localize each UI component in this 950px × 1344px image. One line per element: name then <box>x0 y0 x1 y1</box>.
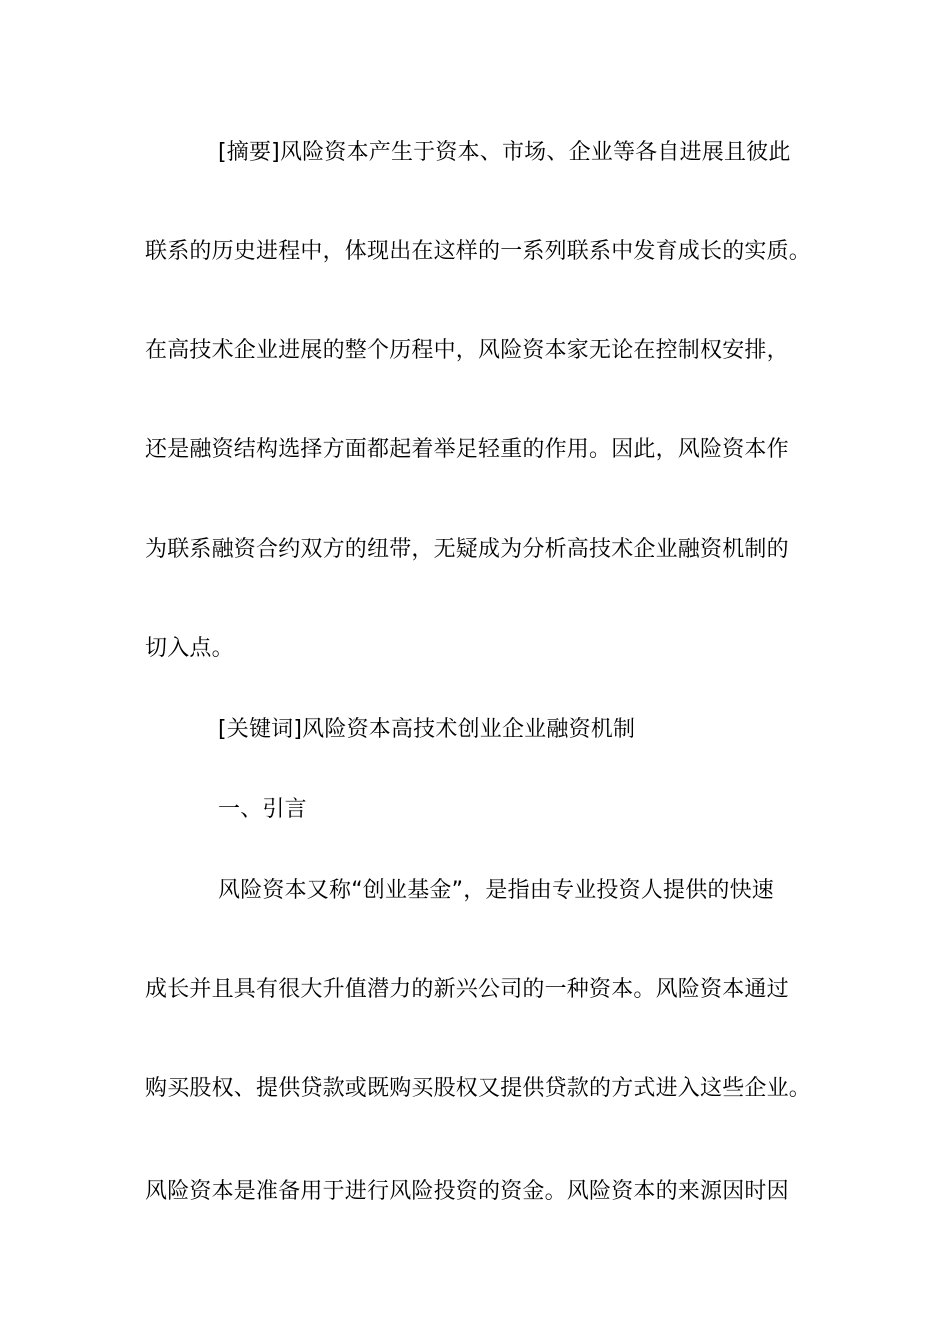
abstract-line-2: 联系的历史进程中，体现出在这样的一系列联系中发育成长的实质。 <box>145 239 812 264</box>
intro-line-1: 风险资本又称“创业基金”，是指由专业投资人提供的快速 <box>218 878 774 903</box>
intro-line-4: 风险资本是准备用于进行风险投资的资金。风险资本的来源因时因 <box>145 1179 789 1204</box>
abstract-line-4: 还是融资结构选择方面都起着举足轻重的作用。因此，风险资本作 <box>145 437 789 462</box>
keywords-line: [关键词]风险资本高技术创业企业融资机制 <box>218 717 636 742</box>
intro-line-2: 成长并且具有很大升值潜力的新兴公司的一种资本。风险资本通过 <box>145 977 789 1002</box>
intro-line-3: 购买股权、提供贷款或既购买股权又提供贷款的方式进入这些企业。 <box>145 1076 812 1101</box>
section-heading: 一、引言 <box>218 797 307 822</box>
abstract-line-6: 切入点。 <box>145 636 234 661</box>
abstract-line-5: 为联系融资合约双方的纽带，无疑成为分析高技术企业融资机制的 <box>145 537 789 562</box>
abstract-line-1: [摘要]风险资本产生于资本、市场、企业等各自进展且彼此 <box>218 140 791 165</box>
abstract-line-3: 在高技术企业进展的整个历程中，风险资本家无论在控制权安排， <box>145 338 789 363</box>
